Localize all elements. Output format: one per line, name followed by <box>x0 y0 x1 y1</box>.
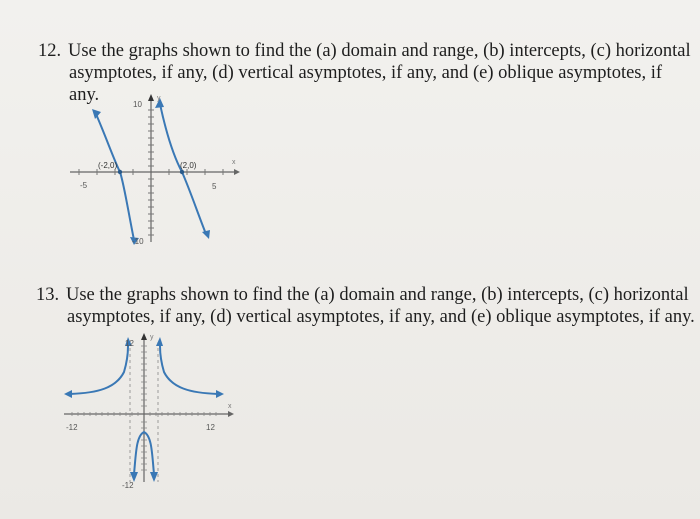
x-axis-arrow <box>234 169 240 175</box>
x-left-label: -5 <box>80 181 88 190</box>
right-outer-arrow <box>216 390 224 398</box>
point-left <box>118 170 122 174</box>
x-axis-name: x <box>228 403 232 410</box>
point-left-label: (-2,0) <box>98 161 118 170</box>
y-axis-name: y <box>150 334 154 341</box>
y-top-label: 10 <box>133 100 142 109</box>
problem-12-line1 <box>38 40 691 62</box>
problem-13 <box>36 284 696 328</box>
y-axis-arrow <box>148 94 154 101</box>
x-right-label: 12 <box>206 423 215 432</box>
x-axis-name: x <box>232 159 236 166</box>
y-axis-name: y <box>157 95 161 102</box>
x-left-label: -12 <box>66 423 78 432</box>
right-outer-curve <box>160 346 218 394</box>
y-bottom-label: -10 <box>132 237 144 246</box>
problem-13-text-line1: Use the graphs shown to find the (a) domain and range, (b) intercepts, (c) horizontal <box>66 285 689 305</box>
problem-13-line1 <box>36 284 696 306</box>
y-bottom-label: -12 <box>122 481 134 490</box>
x-axis-arrow <box>228 411 234 417</box>
x-right-label: 5 <box>212 182 217 191</box>
point-right <box>180 170 184 174</box>
y-axis-arrow <box>141 333 147 340</box>
point-right-label: (2,0) <box>180 161 197 170</box>
right-outer-arrow-up <box>156 337 163 346</box>
problem-12-text-line2: asymptotes, if any, (d) vertical asymptotes, if any, and (e) oblique asymptotes, if any. <box>69 63 663 105</box>
problem-13-graph <box>58 332 238 492</box>
problem-13-text-line2: asymptotes, if any, (d) vertical asymptotes, if any, and (e) oblique asymptotes, if any. <box>67 307 695 327</box>
middle-arrow-right <box>150 472 158 482</box>
left-curve <box>96 114 134 240</box>
right-curve-arrow-bottom <box>202 230 210 239</box>
left-outer-curve <box>70 346 128 394</box>
problem-12-graph <box>62 92 242 247</box>
left-outer-arrow <box>64 390 72 398</box>
problem-13-number: 13. <box>36 285 60 305</box>
y-top-label: 12 <box>125 339 134 348</box>
problem-12-number: 12. <box>38 41 62 61</box>
problem-12-text-line1: Use the graphs shown to find the (a) domain and range, (b) intercepts, (c) horizontal <box>68 41 691 61</box>
